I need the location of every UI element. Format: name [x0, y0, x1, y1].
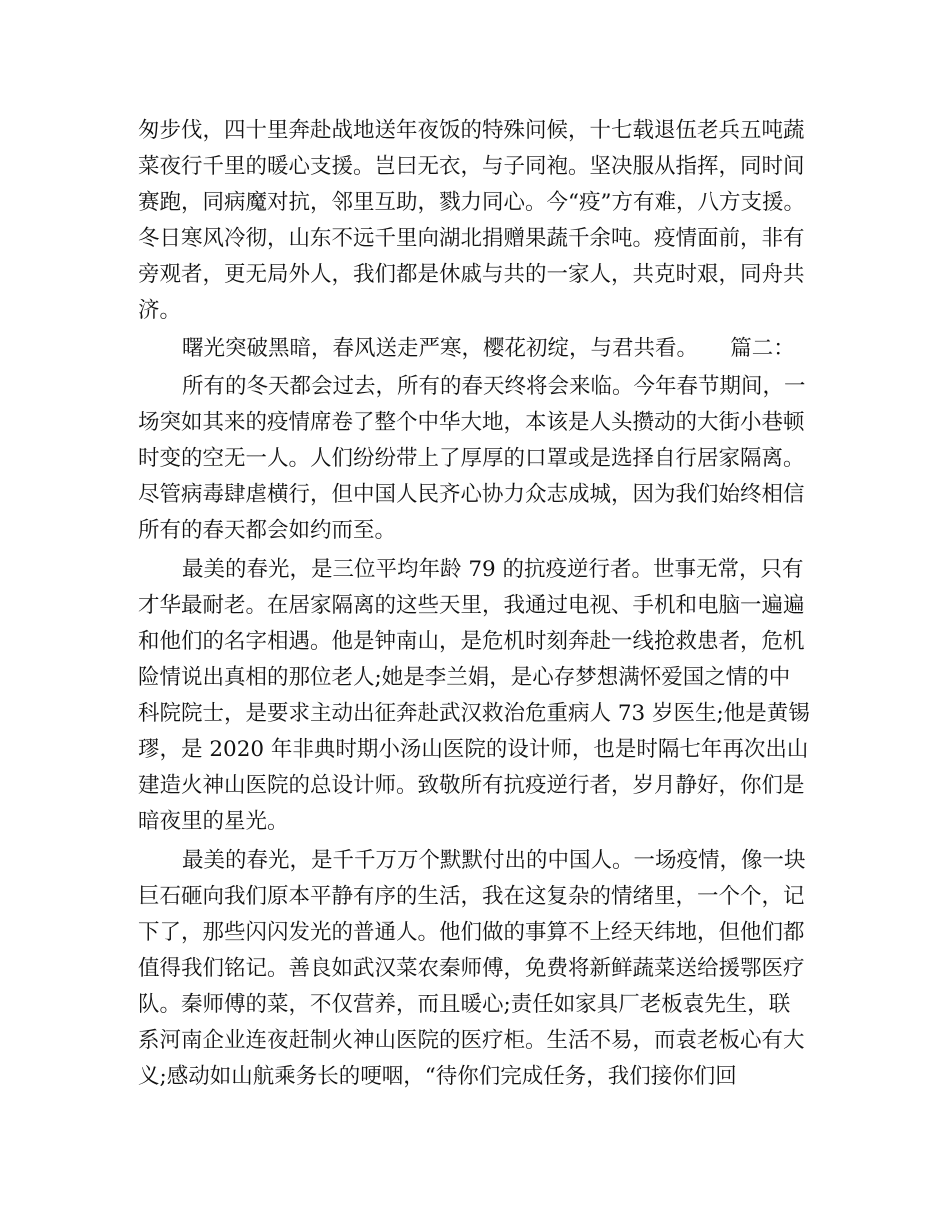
text-line: 下了，那些闪闪发光的普通人。他们做的事算不上经天纬地，但他们都	[138, 920, 805, 945]
text-line: 科院院士，是要求主动出征奔赴武汉救治危重病人 73 岁医生;他是黄锡	[138, 701, 810, 726]
text-line: 队。秦师傅的菜，不仅营养，而且暖心;责任如家具厂老板袁先生，联	[138, 992, 791, 1017]
text-line: 赛跑，同病魔对抗，邻里互助，戮力同心。今“疫”方有难，八方支援。	[138, 190, 805, 215]
text-line: 暗夜里的星光。	[138, 809, 289, 834]
text-line: 巨石砸向我们原本平静有序的生活，我在这复杂的情绪里，一个个，记	[138, 884, 805, 909]
text-line: 璆，是 2020 年非典时期小汤山医院的设计师，也是时隔七年再次出山	[138, 737, 809, 762]
text-line: 所有的春天都会如约而至。	[138, 518, 397, 543]
text-line: 险情说出真相的那位老人;她是李兰娟，是心存梦想满怀爱国之情的中	[138, 665, 791, 690]
paragraph-first-line: 所有的冬天都会过去，所有的春天终将会来临。今年春节期间，一	[182, 374, 806, 399]
text-line: 冬日寒风冷彻，山东不远千里向湖北捐赠果蔬千余吨。疫情面前，非有	[138, 226, 805, 251]
text-line: 旁观者，更无局外人，我们都是休戚与共的一家人，共克时艰，同舟共	[138, 262, 805, 287]
text-line: 场突如其来的疫情席卷了整个中华大地，本该是人头攒动的大街小巷顿	[138, 410, 805, 435]
paragraph-first-line: 曙光突破黑暗，春风送走严寒，樱花初绽，与君共看。 篇二：	[182, 336, 795, 361]
text-line: 和他们的名字相遇。他是钟南山，是危机时刻奔赴一线抢救患者，危机	[138, 629, 805, 654]
text-line: 义;感动如山航乘务长的哽咽，“待你们完成任务，我们接你们回	[138, 1064, 737, 1089]
text-line: 系河南企业连夜赶制火神山医院的医疗柜。生活不易，而袁老板心有大	[138, 1028, 805, 1053]
text-line: 济。	[138, 298, 182, 323]
paragraph-first-line: 最美的春光，是千千万万个默默付出的中国人。一场疫情，像一块	[182, 848, 806, 873]
text-line: 建造火神山医院的总设计师。致敬所有抗疫逆行者，岁月静好，你们是	[138, 773, 805, 798]
paragraph-first-line: 最美的春光，是三位平均年龄 79 的抗疫逆行者。世事无常，只有	[182, 557, 804, 582]
text-line: 菜夜行千里的暖心支援。岂曰无衣，与子同袍。坚决服从指挥，同时间	[138, 154, 805, 179]
text-line: 才华最耐老。在居家隔离的这些天里，我通过电视、手机和电脑一遍遍	[138, 593, 805, 618]
text-line: 值得我们铭记。善良如武汉菜农秦师傅，免费将新鲜蔬菜送给援鄂医疗	[138, 956, 805, 981]
text-line: 匆步伐，四十里奔赴战地送年夜饭的特殊问候，十七载退伍老兵五吨蔬	[138, 118, 805, 143]
text-line: 尽管病毒肆虐横行，但中国人民齐心协力众志成城，因为我们始终相信	[138, 482, 805, 507]
text-line: 时变的空无一人。人们纷纷带上了厚厚的口罩或是选择自行居家隔离。	[138, 446, 805, 471]
